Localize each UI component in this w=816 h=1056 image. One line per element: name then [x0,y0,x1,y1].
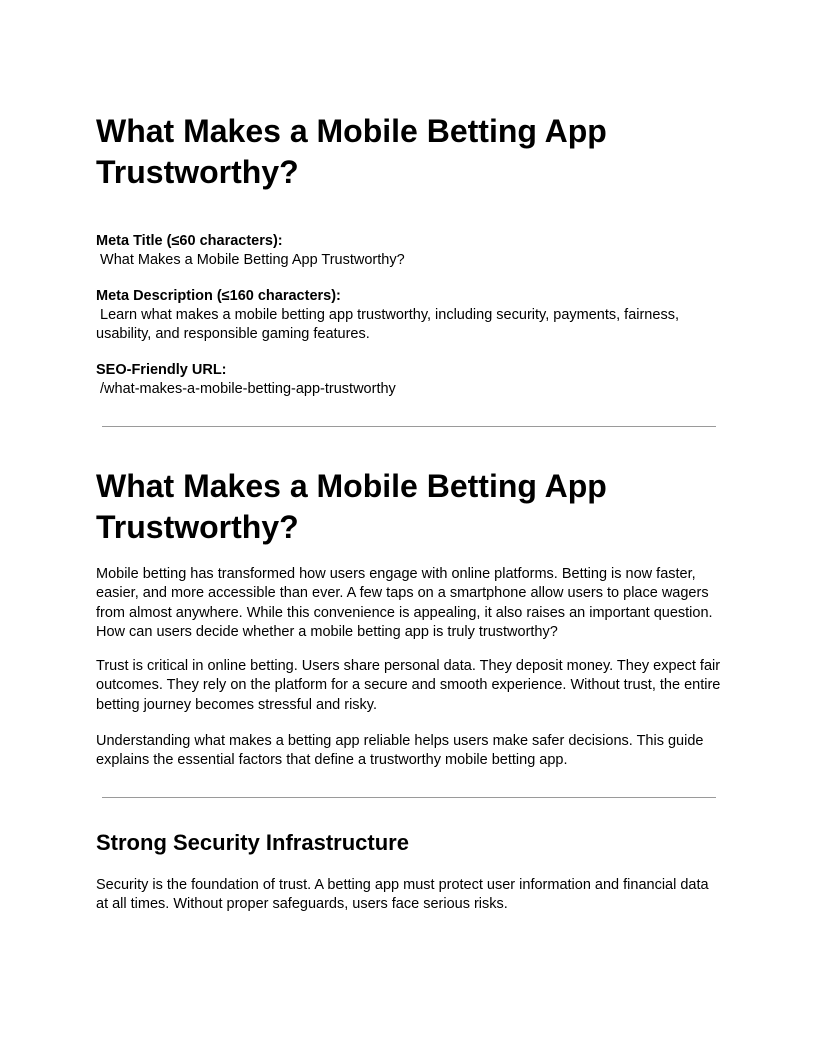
seo-url-value: /what-makes-a-mobile-betting-app-trustworthy [96,381,396,397]
page-title: What Makes a Mobile Betting App Trustworthy? [96,113,607,190]
meta-title-label: Meta Title (≤60 characters): [96,233,283,249]
seo-url-label: SEO-Friendly URL: [96,362,227,378]
horizontal-divider [102,797,716,798]
article-heading: What Makes a Mobile Betting App Trustworthy? [96,468,607,545]
security-paragraph: Security is the foundation of trust. A betting app must protect user information and financial data at all times. Without proper safeguards, users face serious risks. [96,877,709,913]
intro-paragraph-2: Trust is critical in online betting. Users share personal data. They deposit money. They expect fair outcomes. They rely on the platform for a secure and smooth experience. Without trust, the entire betting journey becomes stressful and risky. [96,658,721,713]
meta-title-value: What Makes a Mobile Betting App Trustworthy? [96,252,405,268]
section-heading-security: Strong Security Infrastructure [96,830,409,855]
horizontal-divider [102,426,716,427]
meta-description-label: Meta Description (≤160 characters): [96,288,341,304]
intro-paragraph-3: Understanding what makes a betting app reliable helps users make safer decisions. This guide explains the essential factors that define a trustworthy mobile betting app. [96,733,704,769]
meta-description-value: Learn what makes a mobile betting app trustworthy, including security, payments, fairness, usability, and responsible gaming features. [96,307,684,342]
intro-paragraph-1: Mobile betting has transformed how users engage with online platforms. Betting is now faster, easier, and more accessible than ever. A few taps on a smartphone allow users to place wagers from almost anywhere. While this convenience is appealing, it also raises an important question. How can users decide whether a mobile betting app is truly trustworthy? [96,566,713,641]
